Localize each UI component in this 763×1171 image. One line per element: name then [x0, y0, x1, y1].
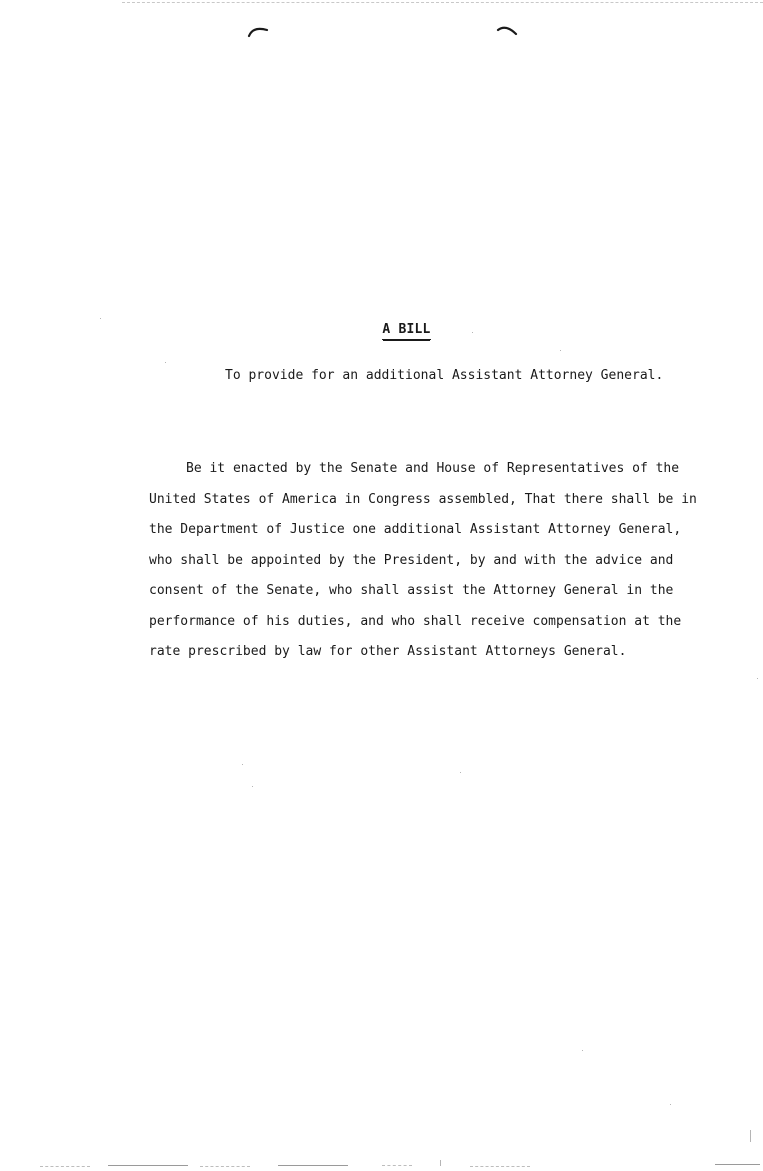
bill-body-line: Be it enacted by the Senate and House of Representatives of the [186, 461, 680, 476]
scan-speck [560, 350, 561, 351]
scan-speck [757, 678, 758, 679]
scan-speck [242, 764, 243, 765]
left-binding-mark [247, 24, 269, 38]
bill-heading-text: A BILL [382, 322, 430, 340]
bottom-edge-mark [200, 1166, 250, 1167]
bill-body-line: who shall be appointed by the President, by and with the advice and [149, 552, 674, 568]
scan-speck [582, 1050, 583, 1051]
scan-speck [100, 318, 101, 319]
bottom-edge-mark [382, 1165, 412, 1166]
bottom-edge-mark [715, 1164, 760, 1165]
bill-purpose: To provide for an additional Assistant Attorney General. [225, 368, 664, 383]
bill-heading [0, 322, 763, 340]
bottom-edge-mark [440, 1160, 441, 1166]
bill-body-line: the Department of Justice one additional Assistant Attorney General, [149, 522, 682, 537]
bill-body [149, 459, 697, 673]
bottom-edge-mark [470, 1166, 530, 1167]
bill-body-line: United States of America in Congress assembled, That there shall be in [149, 491, 697, 507]
bottom-edge-mark [108, 1165, 188, 1166]
bill-body-line: consent of the Senate, who shall assist the Attorney General in the [149, 583, 674, 598]
scan-speck [460, 772, 461, 773]
bill-body-line: rate prescribed by law for other Assistant Attorneys General. [149, 644, 627, 659]
scan-speck [750, 1130, 751, 1142]
bottom-edge-mark [40, 1166, 90, 1167]
bill-body-line: performance of his duties, and who shall receive compensation at the [149, 613, 682, 629]
bottom-edge-mark [278, 1165, 348, 1166]
scan-speck [472, 332, 473, 333]
scan-speck [252, 786, 253, 787]
top-edge-perforation [122, 2, 763, 3]
right-binding-mark [496, 24, 518, 38]
scan-speck [670, 1104, 671, 1105]
scan-speck [165, 362, 166, 363]
